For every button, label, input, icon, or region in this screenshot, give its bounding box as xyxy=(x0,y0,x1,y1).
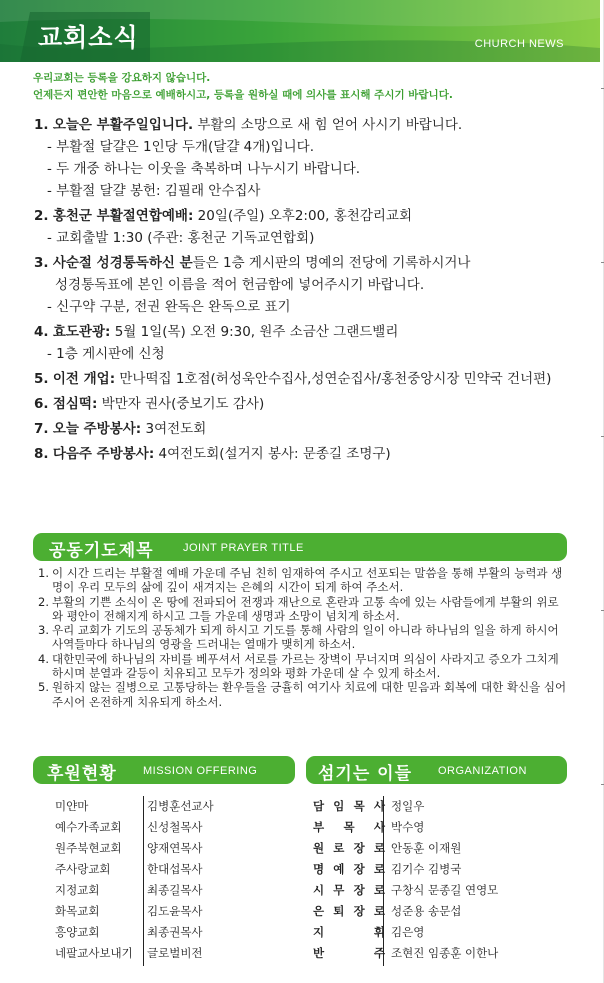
organization-row xyxy=(313,943,498,964)
news-number: 7. xyxy=(34,421,49,437)
mission-table xyxy=(55,796,214,964)
organization-role-char: 예 xyxy=(333,862,345,876)
intro-line: 언제든지 편안한 마음으로 예배하시고, 등록을 원하실 때에 의사를 표시해 주시기 바랍니다. xyxy=(33,89,453,101)
mission-missionary: 최종길목사 xyxy=(147,883,203,897)
mission-missionary: 최종권목사 xyxy=(147,925,203,939)
organization-table xyxy=(313,796,498,964)
news-number: 1. xyxy=(34,117,49,133)
mission-banner xyxy=(33,756,295,784)
prayer-number: 2. xyxy=(38,594,49,609)
organization-role-char: 사 xyxy=(373,799,385,813)
organization-role-char: 은 xyxy=(313,904,325,918)
news-item xyxy=(34,205,594,249)
news-item xyxy=(34,393,594,415)
organization-role-char: 시 xyxy=(313,883,325,897)
mission-missionary: 글로벌비전 xyxy=(147,946,203,960)
organization-title-en: ORGANIZATION xyxy=(438,765,527,777)
organization-names: 성준용 송문섭 xyxy=(391,904,462,918)
prayer-text: 원하지 않는 질병으로 고통당하는 환우들을 긍휼히 여기사 치료에 대한 믿음과 회복에 대한 확신을 심어 주시어 온전하게 치유되게 하소서. xyxy=(52,680,567,709)
organization-role-char: 로 xyxy=(373,862,385,876)
mission-row xyxy=(55,922,214,943)
mission-missionary: 한대섭목사 xyxy=(147,862,203,876)
news-title: 점심떡: xyxy=(52,396,98,412)
organization-role-char: 로 xyxy=(373,883,385,897)
mission-church: 미얀마 xyxy=(55,799,89,813)
organization-role-char: 목 xyxy=(343,820,355,834)
organization-role xyxy=(313,859,385,880)
prayer-banner xyxy=(33,533,567,561)
news-text: 5월 1일(목) 오전 9:30, 원주 소금산 그랜드밸리 xyxy=(110,324,399,340)
organization-role xyxy=(313,817,385,838)
organization-names: 구창식 문종길 연영모 xyxy=(391,883,499,897)
news-sub-item: - 부활절 달걀은 1인당 두개(달걀 4개)입니다. xyxy=(47,139,314,155)
organization-role-char: 무 xyxy=(333,883,345,897)
mission-row xyxy=(55,859,214,880)
news-sub-item: - 부활절 달걀 봉헌: 김필래 안수집사 xyxy=(47,183,261,199)
news-headline xyxy=(34,252,594,274)
prayer-title-en: JOINT PRAYER TITLE xyxy=(183,542,304,554)
organization-role-char: 원 xyxy=(313,841,325,855)
mission-missionary: 김병훈선교사 xyxy=(147,799,214,813)
news-number: 6. xyxy=(34,396,49,412)
organization-role-char: 장 xyxy=(353,841,365,855)
news-number: 4. xyxy=(34,324,49,340)
news-sub-item: - 두 개중 하나는 이웃을 축복하며 나누시기 바랍니다. xyxy=(47,161,361,177)
organization-names: 박수영 xyxy=(391,820,425,834)
organization-role-char: 주 xyxy=(373,946,385,960)
news-text: 들은 1층 게시판의 명예의 전당에 기록하시거나 xyxy=(192,255,471,271)
prayer-text: 우리 교회가 기도의 공동체가 되게 하시고 기도를 통해 사람의 일이 아니라 하나님의 일을 하게 하시어 사역들마다 하나님의 영광을 드러내는 열매가 맺히게 하소서. xyxy=(52,623,559,652)
organization-role-char: 퇴 xyxy=(333,904,345,918)
news-sub-item: - 교회출발 1:30 (주관: 홍천군 기독교연합회) xyxy=(47,230,315,246)
mission-row xyxy=(55,880,214,901)
organization-role-char: 담 xyxy=(313,799,325,813)
organization-role xyxy=(313,838,385,859)
organization-names: 조현진 임종훈 이한나 xyxy=(391,946,499,960)
organization-role-char: 휘 xyxy=(373,925,385,939)
organization-row xyxy=(313,901,498,922)
mission-church: 예수가족교회 xyxy=(55,820,122,834)
news-headline xyxy=(34,443,594,465)
prayer-list xyxy=(38,566,568,709)
organization-row xyxy=(313,880,498,901)
news-text: 부활의 소망으로 새 힘 얻어 사시기 바랍니다. xyxy=(193,117,463,133)
news-headline xyxy=(34,393,594,415)
news-title: 오늘은 부활주일입니다. xyxy=(52,117,194,133)
news-title: 오늘 주방봉사: xyxy=(52,421,142,437)
prayer-number: 4. xyxy=(38,651,49,666)
organization-role-char: 장 xyxy=(353,904,365,918)
organization-row xyxy=(313,922,498,943)
mission-church: 원주북현교회 xyxy=(55,841,122,855)
organization-role-char: 부 xyxy=(313,820,325,834)
mission-title: 후원현황 xyxy=(47,764,117,784)
organization-banner xyxy=(306,756,567,784)
mission-missionary: 김도윤목사 xyxy=(147,904,203,918)
prayer-text: 이 시간 드리는 부활절 예배 가운데 주님 친히 임재하여 주시고 선포되는 말씀을 통해 부활의 능력과 생명이 우리 모두의 삶에 깊이 새겨지는 은혜의 시간이 되게 하여 주소서. xyxy=(52,566,563,595)
organization-role-char: 로 xyxy=(333,841,345,855)
organization-role xyxy=(313,796,385,817)
news-number: 8. xyxy=(34,446,49,462)
mission-church: 흥양교회 xyxy=(55,925,100,939)
organization-title: 섬기는 이들 xyxy=(318,764,413,784)
news-number: 5. xyxy=(34,371,49,387)
news-text: 4여전도회(설거지 봉사: 문종길 조명구) xyxy=(154,446,391,462)
news-title: 효도관광: xyxy=(52,324,111,340)
news-text: 3여전도회 xyxy=(141,421,207,437)
news-text: 만나떡집 1호점(허성욱안수집사,성연순집사/홍천중앙시장 민약국 건너편) xyxy=(115,371,552,387)
prayer-item xyxy=(38,595,568,624)
prayer-item xyxy=(38,566,568,595)
organization-role xyxy=(313,943,385,964)
mission-row xyxy=(55,838,214,859)
news-sub-item: - 1층 게시판에 신청 xyxy=(47,346,165,362)
mission-church: 화목교회 xyxy=(55,904,100,918)
organization-role-char: 반 xyxy=(313,946,325,960)
organization-role-char: 로 xyxy=(373,841,385,855)
mission-row xyxy=(55,901,214,922)
mission-church: 지정교회 xyxy=(55,883,100,897)
news-item xyxy=(34,321,594,365)
news-title: 다음주 주방봉사: xyxy=(52,446,155,462)
prayer-item xyxy=(38,623,568,652)
organization-role-char: 명 xyxy=(313,862,325,876)
mission-row xyxy=(55,796,214,817)
mission-title-en: MISSION OFFERING xyxy=(143,765,258,777)
news-headline xyxy=(34,321,594,343)
news-title: 홍천군 부활절연합예배: xyxy=(52,208,194,224)
organization-role-char: 사 xyxy=(373,820,385,834)
news-item xyxy=(34,252,594,318)
intro-notice xyxy=(33,70,453,104)
mission-missionary: 신성철목사 xyxy=(147,820,203,834)
page-title: 교회소식 xyxy=(38,23,139,52)
news-sub-item: - 신구약 구분, 전권 완독은 완독으로 표기 xyxy=(47,299,291,315)
news-item xyxy=(34,368,594,390)
organization-row xyxy=(313,859,498,880)
organization-row xyxy=(313,838,498,859)
news-item xyxy=(34,114,594,202)
mission-church: 주사랑교회 xyxy=(55,862,111,876)
news-headline xyxy=(34,205,594,227)
news-item xyxy=(34,418,594,440)
organization-names: 안동훈 이재원 xyxy=(391,841,462,855)
news-headline xyxy=(34,368,594,390)
news-text: 박만자 권사(중보기도 감사) xyxy=(97,396,265,412)
news-headline xyxy=(34,418,594,440)
news-number: 2. xyxy=(34,208,49,224)
organization-names: 정일우 xyxy=(391,799,425,813)
page-subtitle-en: CHURCH NEWS xyxy=(474,38,564,50)
organization-role-char: 로 xyxy=(373,904,385,918)
header-banner xyxy=(0,0,600,62)
prayer-text: 부활의 기쁜 소식이 온 땅에 전파되어 전쟁과 재난으로 혼란과 고통 속에 있는 사람들에게 부활의 위로와 평안이 전해지게 하시고 그들 가운데 생명과 소망이 넘치게 하소서. xyxy=(52,594,559,623)
prayer-item xyxy=(38,652,568,681)
organization-names: 김기수 김병국 xyxy=(391,862,462,876)
prayer-title: 공동기도제목 xyxy=(49,541,154,561)
prayer-item xyxy=(38,680,568,709)
news-list xyxy=(34,114,594,468)
news-text: 20일(주일) 오후2:00, 홍천감리교회 xyxy=(193,208,412,224)
prayer-number: 1. xyxy=(38,566,49,580)
prayer-number: 5. xyxy=(38,680,49,695)
prayer-text: 대한민국에 하나님의 자비를 베푸셔서 서로를 가르는 장벽이 무너지며 의심이 사라지고 증오가 그치게 하시며 분열과 갈등이 치유되고 모두가 정의와 평화 가운데 살 수 있게 하소서. xyxy=(52,651,559,681)
news-number: 3. xyxy=(34,255,49,271)
mission-row xyxy=(55,817,214,838)
news-title: 이전 개업: xyxy=(52,371,116,387)
organization-role-char: 장 xyxy=(353,883,365,897)
intro-line: 우리교회는 등록을 강요하지 않습니다. xyxy=(33,72,211,84)
prayer-number: 3. xyxy=(38,623,49,638)
mission-church: 네팔교사보내기 xyxy=(55,946,133,960)
news-title: 사순절 성경통독하신 분 xyxy=(52,255,193,271)
organization-role xyxy=(313,922,385,943)
news-continuation: 성경통독표에 본인 이름을 적어 헌금함에 넣어주시기 바랍니다. xyxy=(55,277,425,293)
news-item xyxy=(34,443,594,465)
organization-role-char: 임 xyxy=(333,799,345,813)
mission-missionary: 양재연목사 xyxy=(147,841,203,855)
organization-role xyxy=(313,901,385,922)
organization-role xyxy=(313,880,385,901)
organization-row xyxy=(313,817,498,838)
mission-row xyxy=(55,943,214,964)
organization-names: 김은영 xyxy=(391,925,425,939)
organization-role-char: 목 xyxy=(353,799,365,813)
news-headline xyxy=(34,114,594,136)
organization-role-char: 지 xyxy=(313,925,325,939)
organization-row xyxy=(313,796,498,817)
organization-role-char: 장 xyxy=(353,862,365,876)
